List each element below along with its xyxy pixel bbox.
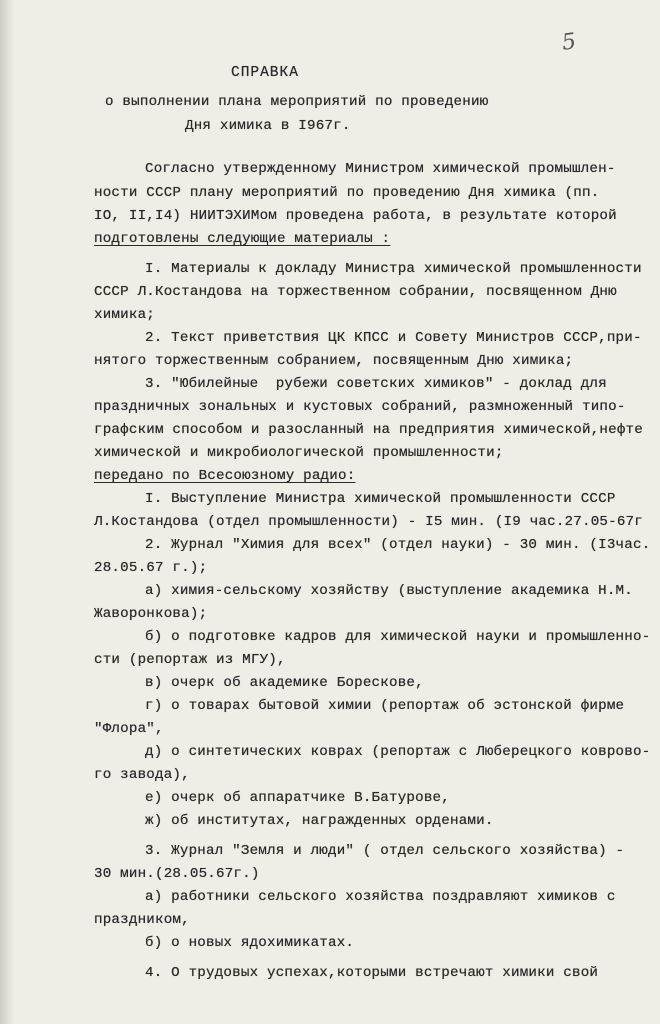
radio-item-line: б) о подготовке кадров для химической науки и промышленно- [145, 629, 651, 645]
radio-item-line: 2. Журнал "Химия для всех" (отдел науки) - 30 мин. (I3час. [145, 537, 651, 553]
document-subtitle-line-2: Дня химика в I967г. [185, 118, 351, 134]
intro-line: ности СССР плану мероприятий по проведению Дня химика (пп. [94, 185, 600, 201]
document-subtitle-line-1: о выполнении плана мероприятий по проведению [105, 94, 489, 110]
radio-item-line: "Флора", [94, 721, 164, 737]
radio-item-line: е) очерк об аппаратчике В.Батурове, [145, 790, 450, 806]
radio-item-line: а) работники сельского хозяйства поздравляют химиков с [145, 889, 616, 905]
radio-item-line: сти (репортаж из МГУ), [94, 652, 286, 668]
prepared-item-line: нятого торжественным собранием, посвященным Дню химика; [94, 353, 574, 369]
radio-item-line: б) о новых ядохимикатах. [145, 935, 355, 951]
radio-item-line: д) о синтетических коврах (репортаж с Люберецкого коврово- [145, 744, 651, 760]
radio-item-line: 3. Журнал "Земля и люди" ( отдел сельского хозяйства) - [145, 843, 625, 859]
handwritten-page-number: 5 [560, 29, 578, 56]
prepared-item-line: 2. Текст приветствия ЦК КПСС и Совету Министров СССР,при- [145, 330, 642, 346]
radio-item-line: го завода), [94, 767, 190, 783]
radio-item-line: а) химия-сельскому хозяйству (выступление академика Н.М. [145, 583, 633, 599]
section-heading-prepared: подготовлены следующие материалы : [94, 231, 391, 247]
intro-line: Согласно утвержденному Министром химической промышлен- [145, 161, 616, 177]
radio-item-line: 28.05.67 г.); [94, 560, 208, 576]
radio-item-line: в) очерк об академике Борескове, [145, 675, 424, 691]
prepared-item-line: графским способом и разосланный на предприятия химической,нефте [94, 422, 643, 438]
prepared-item-line: химической и микробиологической промышленности; [94, 445, 504, 461]
radio-item-line: 30 мин.(28.05.67г.) [94, 866, 260, 882]
radio-item-line: I. Выступление Министра химической промышленности СССР [145, 491, 616, 507]
prepared-item-line: химика; [94, 307, 155, 323]
prepared-item-line: I. Материалы к докладу Министра химической промышленности [145, 261, 642, 277]
document-title: СПРАВКА [231, 65, 299, 81]
radio-item-line: Л.Костандова (отдел промышленности) - I5 мин. (I9 час.27.05-67г [94, 514, 643, 530]
radio-item-line: 4. О трудовых успехах,которыми встречают химики свой [145, 965, 599, 981]
prepared-item-line: СССР Л.Костандова на торжественном собрании, посвященном Дню [94, 284, 617, 300]
intro-line: IO, II,I4) НИИТЭХИМом проведена работа, в результате которой [94, 208, 617, 224]
prepared-item-line: праздничных зональных и кустовых собраний, размноженный типо- [94, 399, 626, 415]
section-heading-radio: передано по Всесоюзному радио: [94, 468, 356, 484]
prepared-item-line: 3. "Юбилейные рубежи советских химиков" - доклад для [145, 376, 607, 392]
radio-item-line: Жаворонкова); [94, 606, 208, 622]
radio-item-line: г) о товарах бытовой химии (репортаж об эстонской фирме [145, 698, 625, 714]
radio-item-line: ж) об институтах, награжденных орденами. [145, 813, 494, 829]
radio-item-line: праздником, [94, 912, 190, 928]
